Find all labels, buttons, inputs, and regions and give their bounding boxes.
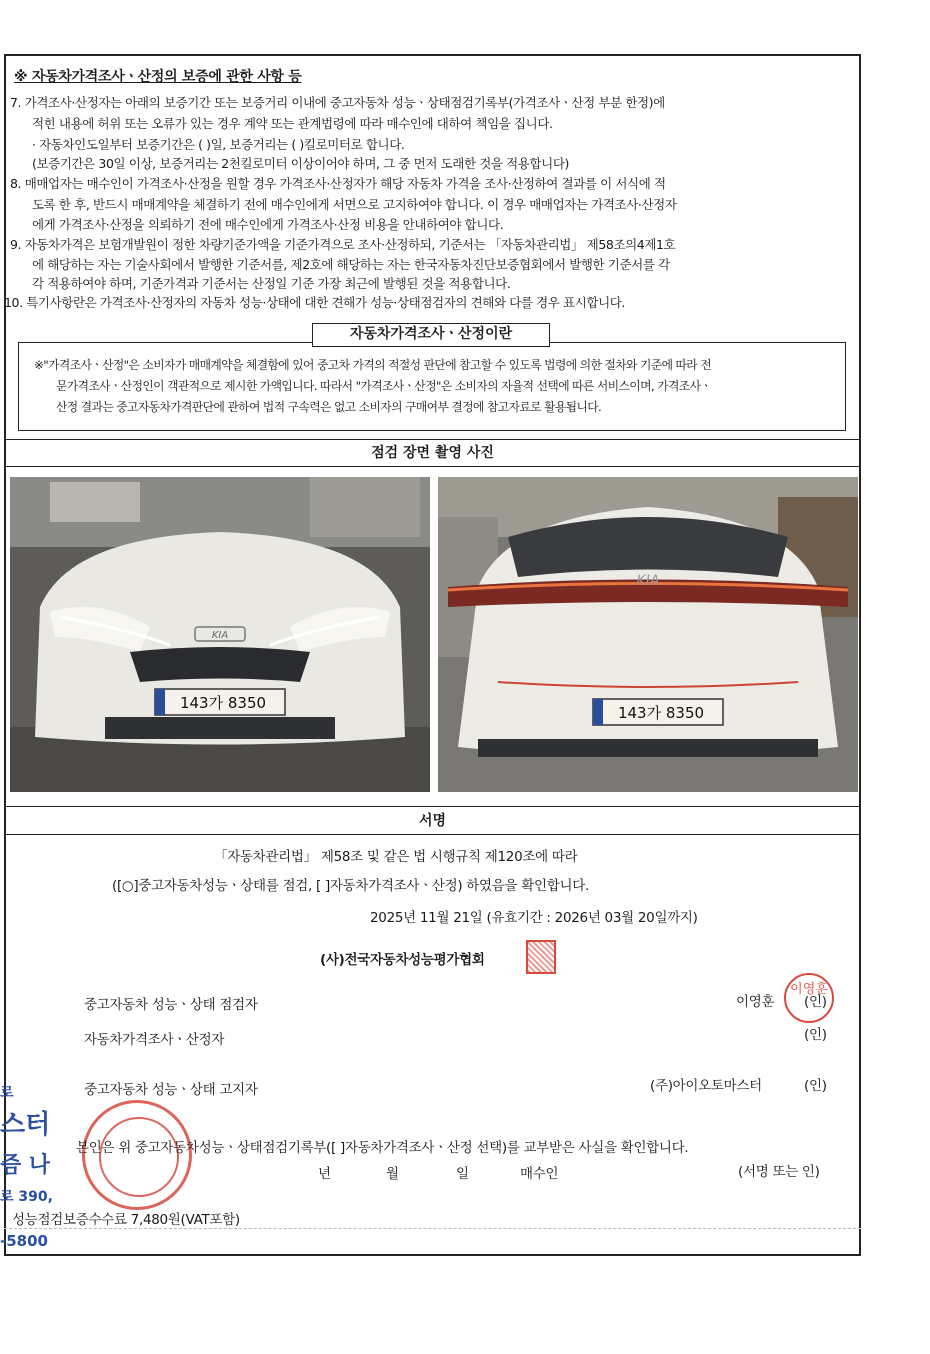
buyer-signature-mark: (서명 또는 인) <box>738 1164 820 1180</box>
association-name: (사)전국자동차성능평가협회 <box>320 952 485 968</box>
rear-brand-logo: KIA <box>636 573 660 589</box>
issue-date: 2025년 11월 21일 (유효기간 : 2026년 03월 20일까지) <box>370 910 698 926</box>
signature-title: 서명 <box>418 813 447 829</box>
divider <box>4 466 861 467</box>
divider <box>4 834 861 835</box>
front-brand-logo: KIA <box>211 630 229 641</box>
note-line: 적힌 내용에 허위 또는 오류가 있는 경우 계약 또는 관계법령에 따라 매수인에 대하여 책임을 집니다. <box>32 116 553 131</box>
photos-title: 점검 장면 촬영 사진 <box>371 445 494 461</box>
law-reference: 「자동차관리법」 제58조 및 같은 법 시행규칙 제120조에 따라 <box>214 849 578 865</box>
notifier-name: (주)아이오토마스터 <box>650 1078 762 1094</box>
rear-car-photo <box>438 477 858 792</box>
dealer-stamp-line: 로 390, <box>0 1189 53 1205</box>
divider <box>4 439 861 440</box>
note-line: 9. 자동차가격은 보험개발원이 정한 차량기준가액을 기준가격으로 조사·산정하되, 기준서는 「자동차관리법」 제58조의4제1호 <box>10 237 676 252</box>
divider <box>4 1228 861 1229</box>
note-line: 도록 한 후, 반드시 매매계약을 체결하기 전에 매수인에게 서면으로 고지하여야 합니다. 이 경우 매매업자는 가격조사·산정자 <box>32 197 677 212</box>
inspection-fee: 성능점검보증수수료 7,480원(VAT포함) <box>12 1212 240 1228</box>
buyer-label: 매수인 <box>520 1166 559 1182</box>
dealer-stamp-line: 로 <box>0 1085 14 1101</box>
divider <box>4 806 861 807</box>
receipt-statement: 본인은 위 중고자동차성능ㆍ상태점검기록부([ ]자동차가격조사ㆍ산정 선택)를 교부받은 사실을 확인합니다. <box>76 1140 689 1156</box>
warranty-section-title: ※ 자동차가격조사ㆍ산정의 보증에 관한 사항 등 <box>14 69 302 85</box>
note-line: 에게 가격조사·산정을 의뢰하기 전에 매수인에게 가격조사·산정 비용을 안내하여야 합니다. <box>32 217 504 232</box>
note-line: 7. 가격조사·산정자는 아래의 보증기간 또는 보증거리 이내에 중고자동차 성능ㆍ상태점검기록부(가격조사ㆍ산정 부분 한정)에 <box>10 95 665 110</box>
note-line: 8. 매매업자는 매수인이 가격조사·산정을 원할 경우 가격조사·산정자가 해당 자동차 가격을 조사·산정하여 결과를 이 서식에 적 <box>10 176 666 191</box>
month-label: 월 <box>386 1166 399 1182</box>
appraiser-label: 자동차가격조사ㆍ산정자 <box>84 1032 225 1048</box>
front-license-plate: 143가 8350 <box>179 694 267 712</box>
definition-title: 자동차가격조사ㆍ산정이란 <box>312 323 550 347</box>
inspector-seal-mark: (인) <box>804 994 827 1010</box>
note-line: 10. 특기사항란은 가격조사·산정자의 자동차 성능·상태에 대한 견해가 성능·상태점검자의 견해와 다를 경우 표시합니다. <box>4 295 626 310</box>
association-seal <box>526 940 556 974</box>
confirmation-statement: ([○]중고자동차성능ㆍ상태를 점검, [ ]자동차가격조사ㆍ산정) 하였음을 확인합니다. <box>112 878 589 894</box>
day-label: 일 <box>456 1166 469 1182</box>
notifier-label: 중고자동차 성능ㆍ상태 고지자 <box>84 1082 258 1098</box>
definition-line: ※"가격조사ㆍ산정"은 소비자가 매매계약을 체결함에 있어 중고차 가격의 적절성 판단에 참고할 수 있도록 법령에 의한 절차와 기준에 따라 전 <box>34 358 712 372</box>
note-line: (보증기간은 30일 이상, 보증거리는 2천킬로미터 이상이어야 하며, 그 중 먼저 도래한 것을 적용합니다) <box>32 156 569 171</box>
note-line: 에 해당하는 자는 기술사회에서 발행한 기준서를, 제2호에 해당하는 자는 한국자동차진단보증협회에서 발행한 기준서를 각 <box>32 257 670 272</box>
note-line: · 자동차인도일부터 보증기간은 ( )일, 보증거리는 ( )킬로미터로 합니다. <box>32 137 405 152</box>
appraiser-seal-mark: (인) <box>804 1027 827 1043</box>
note-line: 각 적용하여야 하며, 기준가격과 기준서는 산정일 기준 가장 최근에 발행된 것을 적용합니다. <box>32 276 511 291</box>
inspector-seal: 이영훈 <box>784 973 834 1023</box>
dealer-stamp-line: 즘 나 <box>0 1153 51 1178</box>
dealer-stamp-line: -5800 <box>0 1232 48 1250</box>
dealer-stamp-line: 스터 <box>0 1110 51 1140</box>
front-car-photo <box>10 477 430 792</box>
rear-license-plate: 143가 8350 <box>617 704 705 722</box>
definition-line: 문가격조사ㆍ산정인이 객관적으로 제시한 가액입니다. 따라서 "가격조사ㆍ산정"은 소비자의 자율적 선택에 따른 서비스이며, 가격조사ㆍ <box>56 379 712 393</box>
notifier-seal-mark: (인) <box>804 1078 827 1094</box>
inspector-label: 중고자동차 성능ㆍ상태 점검자 <box>84 997 258 1013</box>
year-label: 년 <box>318 1166 331 1182</box>
inspector-name: 이영훈 <box>736 994 775 1010</box>
definition-line: 산정 결과는 중고자동차가격판단에 관하여 법적 구속력은 없고 소비자의 구매여부 결정에 참고자료로 활용됩니다. <box>56 400 602 414</box>
